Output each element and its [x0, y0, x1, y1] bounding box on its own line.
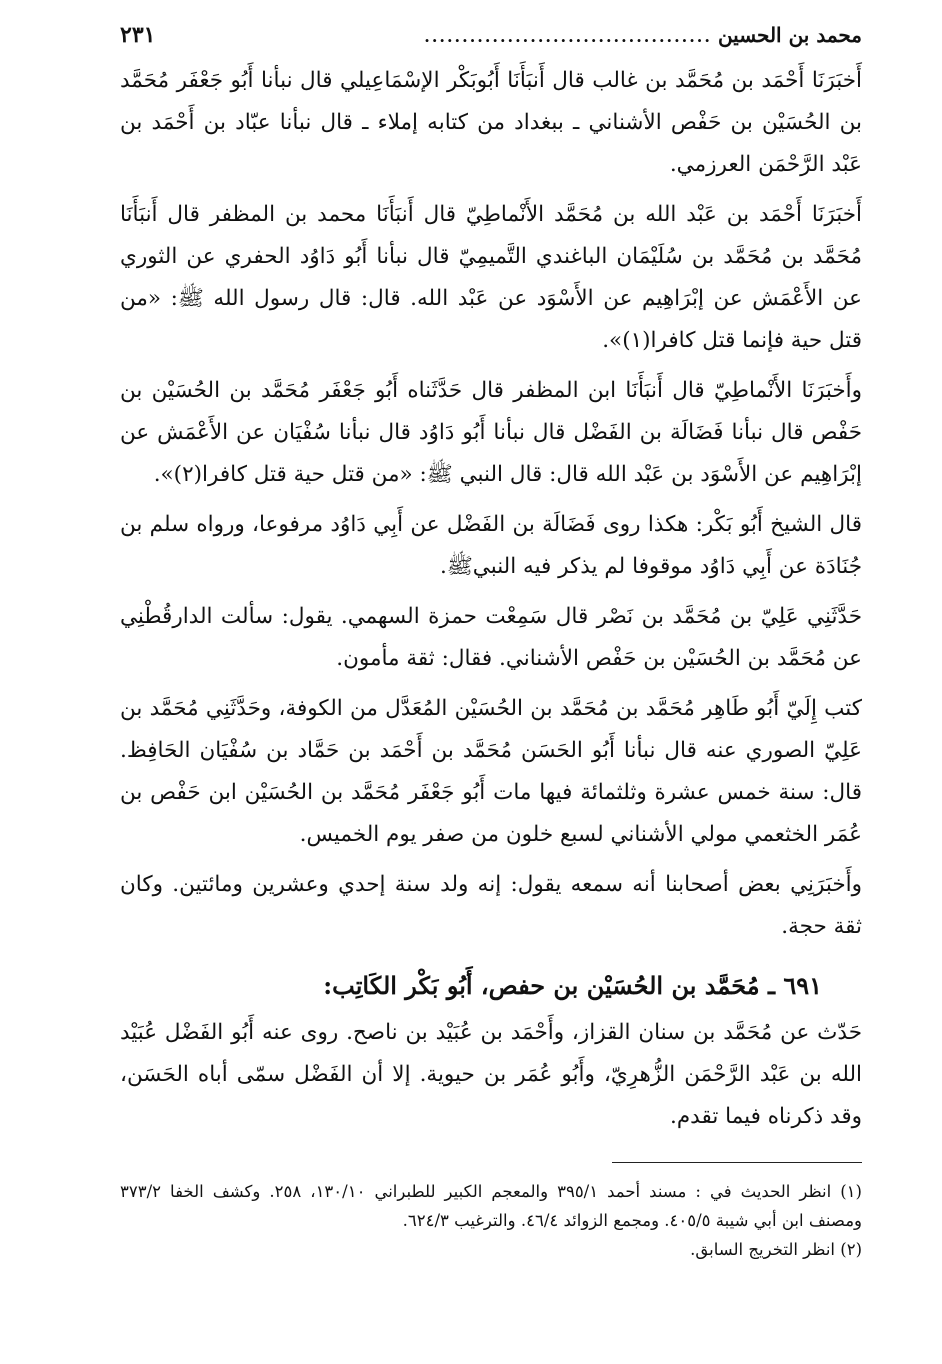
paragraph: كتب إِلَيّ أَبُو طَاهِر مُحَمَّد بن مُحَمَّد بن الحُسَيْن المُعَدَّل من الكوفة، وحَدَّثَنِي مُحَمَّد بن عَلِيّ الصوري عنه قال نبأنا أَبُو الحَسَن مُحَمَّد بن أَحْمَد بن حَمَّاد بن سُفْيَان الحَافِظ. قال: سنة خمس عشرة وثلثمائة فيها مات أَبُو جَعْفَر مُحَمَّد بن الحُسَيْن ابن حَفْص بن عُمَر الخثعمي مولي الأشناني لسبع خلون من صفر يوم الخميس. [120, 696, 862, 847]
footnote: (١) انظر الحديث في : مسند أحمد ٣٩٥/١ والمعجم الكبير للطبراني ١٣٠/١٠، ٢٥٨. وكشف الخفا ٣٧٣/٢ ومصنف ابن أبي شيبة ٤٠٥/٥. ومجمع الزوائد ٤٦/٤. والترغيب ٦٢٤/٣. [120, 1182, 862, 1230]
leader-dots: ...................................... [424, 27, 712, 46]
entry-heading: ٦٩١ ـ مُحَمَّد بن الحُسَيْن بن حفص، أَبُو بَكْر الكَاتِب: [323, 971, 822, 1000]
paragraph: أَخبَرَنَا أَحْمَد بن عَبْد الله بن مُحَمَّد الأَنْماطِيّ قال أَنبَأَنَا محمد بن المظفر قال أَنبَأَنَا مُحَمَّد بن مُحَمَّد بن سُلَيْمَان الباغندي التَّميمِيّ قال نبأنا أَبُو دَاوُد الحفري عن الثوري عن الأَعْمَش عن إبْرَاهِيم عن الأَسْوَد عن عَبْد الله. قال: قال رسول الله ﷺ: «من قتل حية فإنما قتل كافرا(١)». [120, 202, 862, 353]
page-number: ٢٣١ [120, 22, 156, 48]
paragraph: حَدَّثَنِي عَلِيّ بن مُحَمَّد بن نَصْر قال سَمِعْت حمزة السهمي. يقول: سألت الدارقُطْنِي عن مُحَمَّد بن الحُسَيْن بن حَفْص الأشناني. فقال: ثقة مأمون. [120, 604, 862, 671]
paragraph: وأَخبَرَنَا الأَنْماطِيّ قال أَنبَأَنَا ابن المظفر قال حَدَّثَناه أَبُو جَعْفَر مُحَمَّد بن الحُسَيْن بن حَفْص قال نبأنا فَضَالَة بن الفَضْل قال نبأنا أَبُو دَاوُد قال نبأنا سُفْيَان عن الأَعْمَش عن إبْرَاهِيم عن الأَسْوَد بن عَبْد الله قال: قال النبي ﷺ: «من قتل حية قتل كافرا(٢)». [120, 378, 862, 487]
paragraph: قال الشيخ أَبُو بَكْر: هكذا روى فَضَالَة بن الفَضْل عن أَبِي دَاوُد مرفوعا، ورواه سلم بن جُنَادَة عن أَبِي دَاوُد موقوفا لم يذكر فيه النبيﷺ. [120, 512, 862, 579]
paragraph: وأَخبَرَنِي بعض أصحابنا أنه سمعه يقول: إنه ولد سنة إحدي وعشرين ومائتين. وكان ثقة حجة. [120, 872, 862, 939]
footnote: (٢) انظر التخريج السابق. [690, 1240, 862, 1259]
paragraph: أَخبَرَنَا أَحْمَد بن مُحَمَّد بن غالب قال أَنبَأَنَا أَبُوبَكْر الإسْمَاعِيلي قال نبأنا أَبُو جَعْفَر مُحَمَّد بن الحُسَيْن بن حَفْص الأشناني ـ ببغداد من كتابه إملاء ـ قال نبأنا عبّاد بن أَحْمَد بن عَبْد الرَّحْمَن العرزمي. [120, 68, 862, 177]
body-text [120, 60, 862, 948]
footnote-divider [612, 1162, 862, 1163]
running-title: محمد بن الحسين [717, 23, 862, 47]
running-header [120, 22, 862, 60]
entry-paragraph: حَدّث عن مُحَمَّد بن سنان القزاز، وأَحْمَد بن عُبَيْد بن ناصح. روى عنه أَبُو الفَضْل عُبَيْد الله بن عَبْد الرَّحْمَن الزُّهرِيّ، وأَبُو عُمَر بن حيوية. إلا أن الفَضْل سمّى أباه الحَسَن، وقد ذكرناه فيما تقدم. [120, 1020, 862, 1129]
footnotes [120, 1177, 862, 1264]
